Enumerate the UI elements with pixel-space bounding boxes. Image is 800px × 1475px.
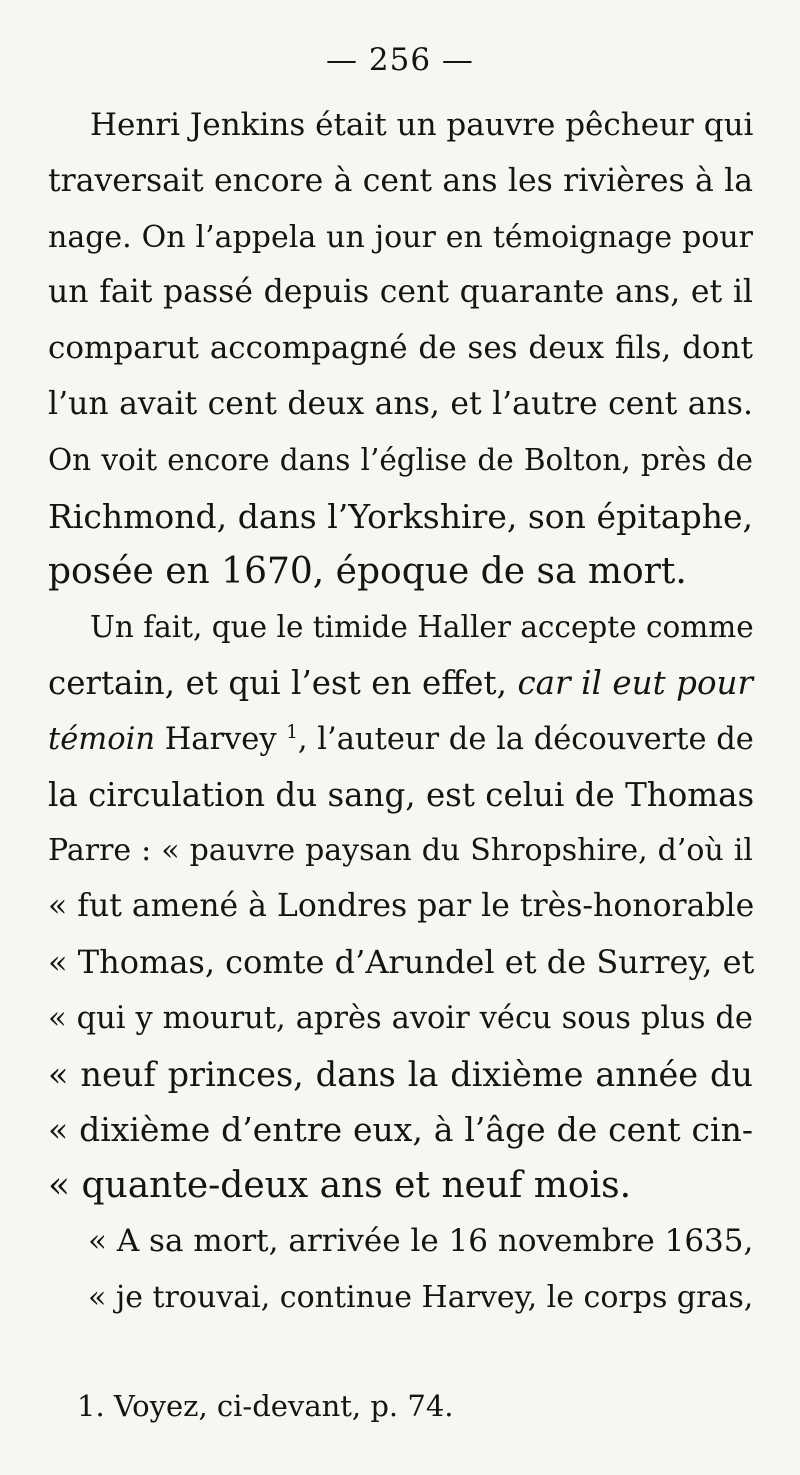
italic-text: témoin — [48, 721, 155, 757]
page-number: — 256 — — [326, 42, 474, 78]
text-line: Un fait, que le timide Haller accepte comme — [90, 610, 754, 645]
text-line: « quante-deux ans et neuf mois. — [48, 1165, 632, 1207]
text-line: comparut accompagné de ses deux fils, dont — [48, 330, 753, 367]
text-line: On voit encore dans l’église de Bolton, près de — [48, 442, 753, 477]
body-text — [48, 98, 753, 1326]
text-line: posée en 1670, époque de sa mort. — [48, 551, 687, 593]
text-line: « qui y mourut, après avoir vécu sous plus de — [48, 1000, 753, 1036]
text-line: « je trouvai, continue Harvey, le corps gras, — [88, 1279, 754, 1315]
text-line: nage. On l’appela un jour en témoignage pour — [48, 219, 753, 255]
text-line: « A sa mort, arrivée le 16 novembre 1635, — [88, 1222, 754, 1259]
text-line: Richmond, dans l’Yorkshire, son épitaphe, — [48, 496, 753, 536]
italic-text: car il eut pour — [517, 663, 753, 702]
text-line: certain, et qui l’est en effet, car il eut pour — [48, 663, 753, 702]
text-line: « Thomas, comte d’Arundel et de Surrey, et — [48, 942, 755, 981]
text-line: l’un avait cent deux ans, et l’autre cent ans. — [48, 385, 753, 422]
text-line: un fait passé depuis cent quarante ans, et il — [48, 274, 753, 311]
text-line: Henri Jenkins était un pauvre pêcheur qui — [90, 107, 754, 143]
footnote-marker: 1 — [286, 721, 298, 743]
text-line: traversait encore à cent ans les rivières à la — [48, 162, 753, 199]
text-line: Parre : « pauvre paysan du Shropshire, d’où il — [48, 833, 753, 869]
footnote: 1. Voyez, ci-devant, p. 74. — [77, 1389, 454, 1423]
text-line: témoin Harvey $^1$, l’auteur de la découverte de — [48, 721, 754, 757]
text-line: « fut amené à Londres par le très-honorable — [48, 888, 755, 925]
text-line: « neuf princes, dans la dixième année du — [48, 1054, 753, 1094]
text-line: « dixième d’entre eux, à l’âge de cent cin- — [48, 1110, 753, 1150]
text-line: la circulation du sang, est celui de Thomas — [48, 775, 755, 814]
